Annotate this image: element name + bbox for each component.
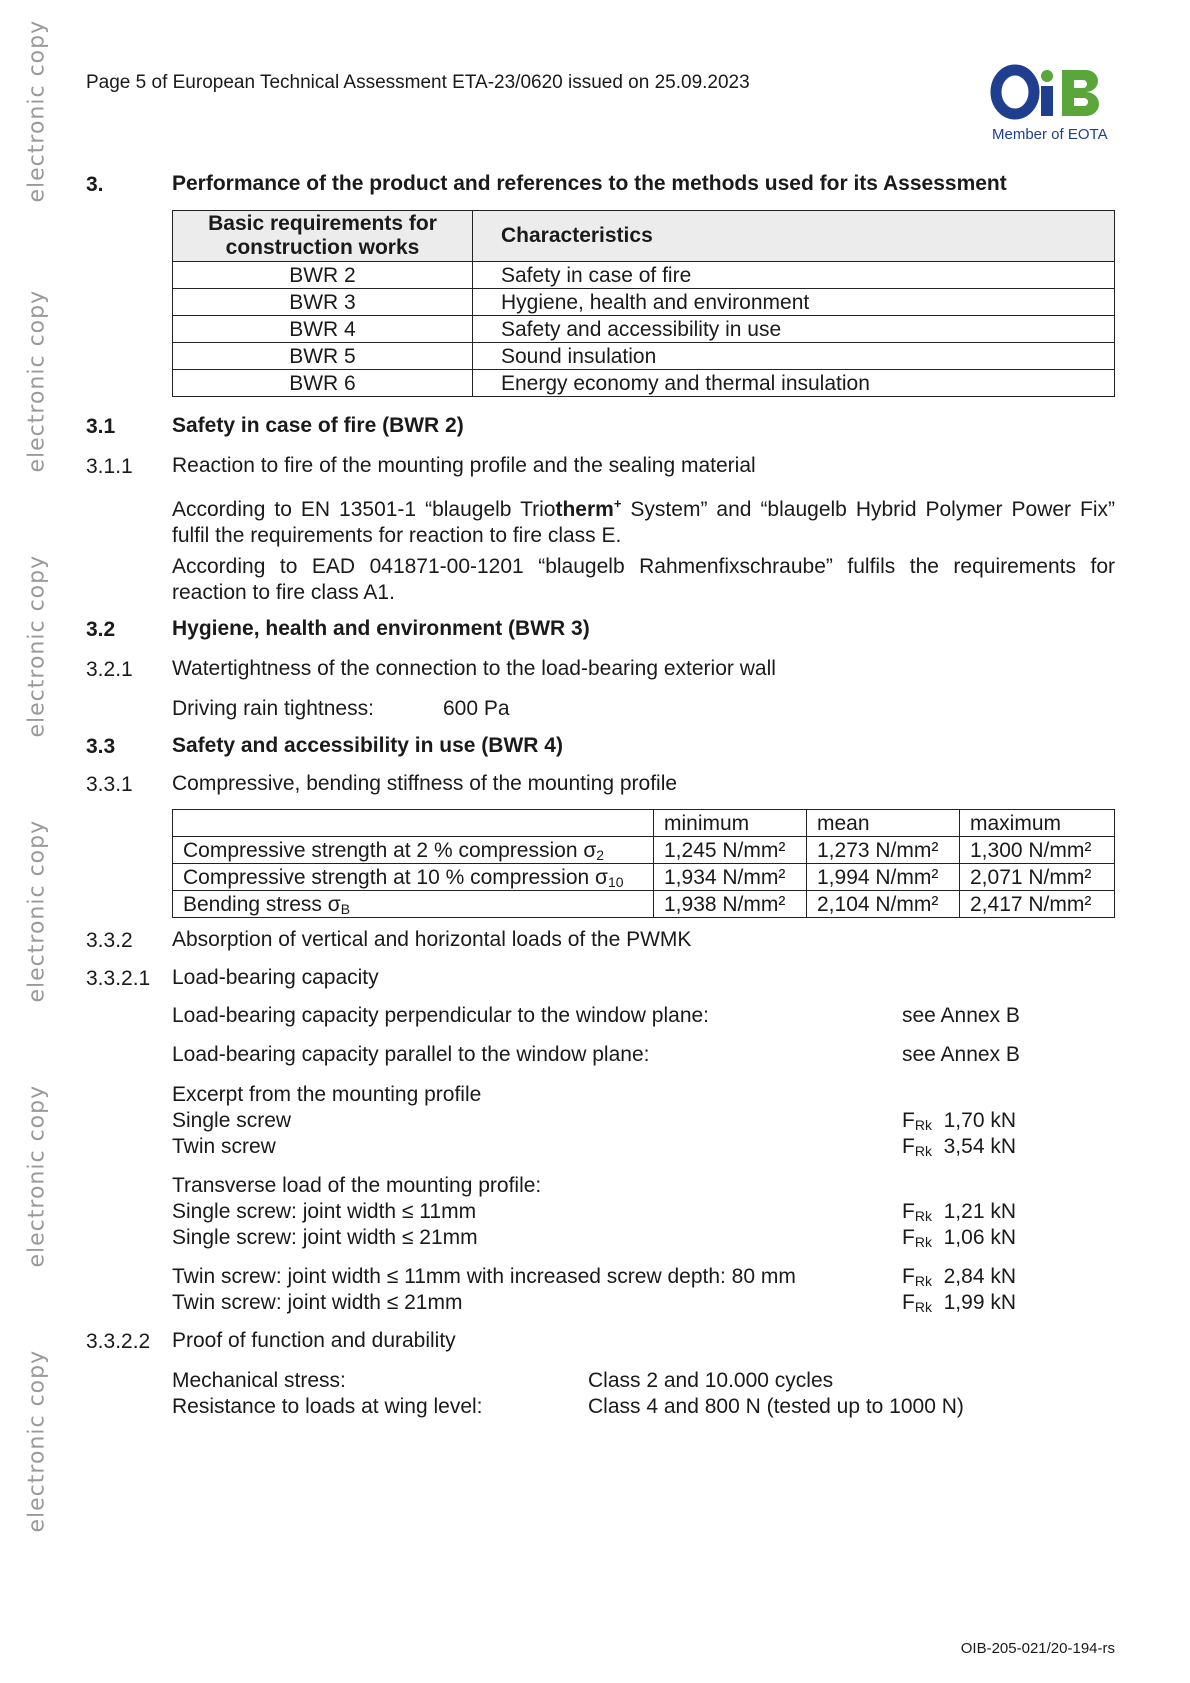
table-cell: BWR 5: [173, 343, 473, 370]
table-header-cell: mean: [807, 810, 960, 837]
mechanical-stress-label: Mechanical stress:: [172, 1369, 346, 1392]
table-cell: BWR 2: [173, 262, 473, 289]
page-header: Page 5 of European Technical Assessment ETA-23/0620 issued on 25.09.2023: [86, 72, 750, 93]
load-label: Single screw: [172, 1109, 292, 1132]
table-cell: [173, 810, 654, 837]
table-cell: Safety in case of fire: [473, 262, 1115, 289]
perpendicular-value: see Annex B: [902, 1004, 1020, 1027]
paragraph: According to EAD 041871-00-1201 “blaugelb Rahmenfixschraube” fulfils the requirements for reaction to fire class A1.: [172, 555, 1115, 604]
table-header-row: [173, 211, 1115, 262]
watermark: electronic copy: [24, 19, 50, 203]
table-header-cell: Basic requirements for construction works: [173, 211, 473, 262]
watermark: electronic copy: [24, 1349, 50, 1533]
table-cell: 1,273 N/mm²: [807, 837, 960, 864]
transverse-title: Transverse load of the mounting profile:: [172, 1174, 542, 1197]
load-label: Single screw: joint width ≤ 21mm: [172, 1226, 478, 1249]
resistance-value: Class 4 and 800 N (tested up to 1000 N): [588, 1395, 964, 1418]
parallel-value: see Annex B: [902, 1043, 1020, 1066]
watermark: electronic copy: [24, 289, 50, 473]
logo-caption: Member of EOTA: [992, 126, 1108, 143]
table-cell: Compressive strength at 10 % compression $\sigma_{10}$: [173, 864, 654, 891]
section-title: Performance of the product and references to the methods used for its Assessment: [172, 172, 1007, 195]
table-cell: 1,938 N/mm²: [654, 891, 807, 918]
table-cell: BWR 3: [173, 289, 473, 316]
section-number: 3.2.1: [86, 658, 133, 681]
section-title: Safety in case of fire (BWR 2): [172, 414, 464, 437]
table-cell: Sound insulation: [473, 343, 1115, 370]
section-number: 3.3.1: [86, 773, 133, 796]
watermark: electronic copy: [24, 1084, 50, 1268]
load-label: Single screw: joint width ≤ 11mm: [172, 1200, 477, 1223]
bwr-table: [172, 210, 1115, 397]
load-value: $F_{Rk}$ 1,06 kN: [902, 1226, 1016, 1250]
table-header-row: [173, 810, 1115, 837]
table-header-cell: maximum: [960, 810, 1115, 837]
watermark: electronic copy: [24, 554, 50, 738]
perpendicular-label: Load-bearing capacity perpendicular to the window plane:: [172, 1004, 710, 1027]
section-title: Reaction to fire of the mounting profile and the sealing material: [172, 454, 756, 477]
table-cell: Bending stress $\sigma_B$: [173, 891, 654, 918]
section-number: 3.: [86, 173, 104, 196]
document-code: OIB-205-021/20-194-rs: [960, 1640, 1115, 1657]
table-cell: 2,071 N/mm²: [960, 864, 1115, 891]
load-value: $F_{Rk}$ 1,21 kN: [902, 1200, 1016, 1224]
section-number: 3.2: [86, 618, 116, 641]
section-title: Compressive, bending stiffness of the mounting profile: [172, 772, 678, 795]
table-cell: Compressive strength at 2 % compression $\sigma_2$: [173, 837, 654, 864]
table-cell: 2,104 N/mm²: [807, 891, 960, 918]
rain-tightness-label: Driving rain tightness:: [172, 697, 374, 720]
load-value: $F_{Rk}$ 1,99 kN: [902, 1291, 1016, 1315]
load-label: Twin screw: joint width ≤ 11mm with increased screw depth: 80 mm: [172, 1265, 796, 1288]
section-title: Load-bearing capacity: [172, 966, 379, 989]
load-value: $F_{Rk}$ 3,54 kN: [902, 1135, 1016, 1159]
table-row: [173, 864, 1115, 891]
table-row: [173, 289, 1115, 316]
section-number: 3.1.1: [86, 455, 133, 478]
table-row: [173, 262, 1115, 289]
table-row: [173, 316, 1115, 343]
excerpt-title: Excerpt from the mounting profile: [172, 1083, 482, 1106]
section-number: 3.3: [86, 735, 116, 758]
section-title: Absorption of vertical and horizontal loads of the PWMK: [172, 928, 692, 951]
table-cell: 1,245 N/mm²: [654, 837, 807, 864]
table-cell: BWR 6: [173, 370, 473, 397]
load-value: $F_{Rk}$ 2,84 kN: [902, 1265, 1016, 1289]
parallel-label: Load-bearing capacity parallel to the window plane:: [172, 1043, 650, 1066]
stiffness-table: [172, 809, 1115, 918]
load-label: Twin screw: [172, 1135, 276, 1158]
table-row: [173, 891, 1115, 918]
section-number: 3.3.2: [86, 929, 133, 952]
resistance-label: Resistance to loads at wing level:: [172, 1395, 483, 1418]
mechanical-stress-value: Class 2 and 10.000 cycles: [588, 1369, 834, 1392]
table-cell: 1,934 N/mm²: [654, 864, 807, 891]
section-title: Safety and accessibility in use (BWR 4): [172, 734, 563, 757]
watermark: electronic copy: [24, 819, 50, 1003]
load-value: $F_{Rk}$ 1,70 kN: [902, 1109, 1016, 1133]
section-title: Watertightness of the connection to the load-bearing exterior wall: [172, 657, 776, 680]
table-header-cell: Characteristics: [473, 211, 1115, 262]
section-title: Proof of function and durability: [172, 1329, 456, 1352]
paragraph: According to EN 13501-1 “blaugelb Triotherm+ System” and “blaugelb Hybrid Polymer Power Fix” fulfil the requirements for reaction to fire class E.: [172, 496, 1115, 547]
table-cell: 1,300 N/mm²: [960, 837, 1115, 864]
table-header-cell: minimum: [654, 810, 807, 837]
table-row: [173, 343, 1115, 370]
load-label: Twin screw: joint width ≤ 21mm: [172, 1291, 463, 1314]
table-cell: 2,417 N/mm²: [960, 891, 1115, 918]
section-title: Hygiene, health and environment (BWR 3): [172, 617, 590, 640]
table-cell: Safety and accessibility in use: [473, 316, 1115, 343]
table-row: [173, 370, 1115, 397]
table-cell: 1,994 N/mm²: [807, 864, 960, 891]
table-cell: Hygiene, health and environment: [473, 289, 1115, 316]
table-row: [173, 837, 1115, 864]
oib-logo: [990, 62, 1120, 146]
section-number: 3.3.2.1: [86, 967, 151, 990]
rain-tightness-value: 600 Pa: [443, 697, 510, 720]
section-number: 3.1: [86, 415, 116, 438]
section-number: 3.3.2.2: [86, 1330, 151, 1353]
table-cell: BWR 4: [173, 316, 473, 343]
table-cell: Energy economy and thermal insulation: [473, 370, 1115, 397]
